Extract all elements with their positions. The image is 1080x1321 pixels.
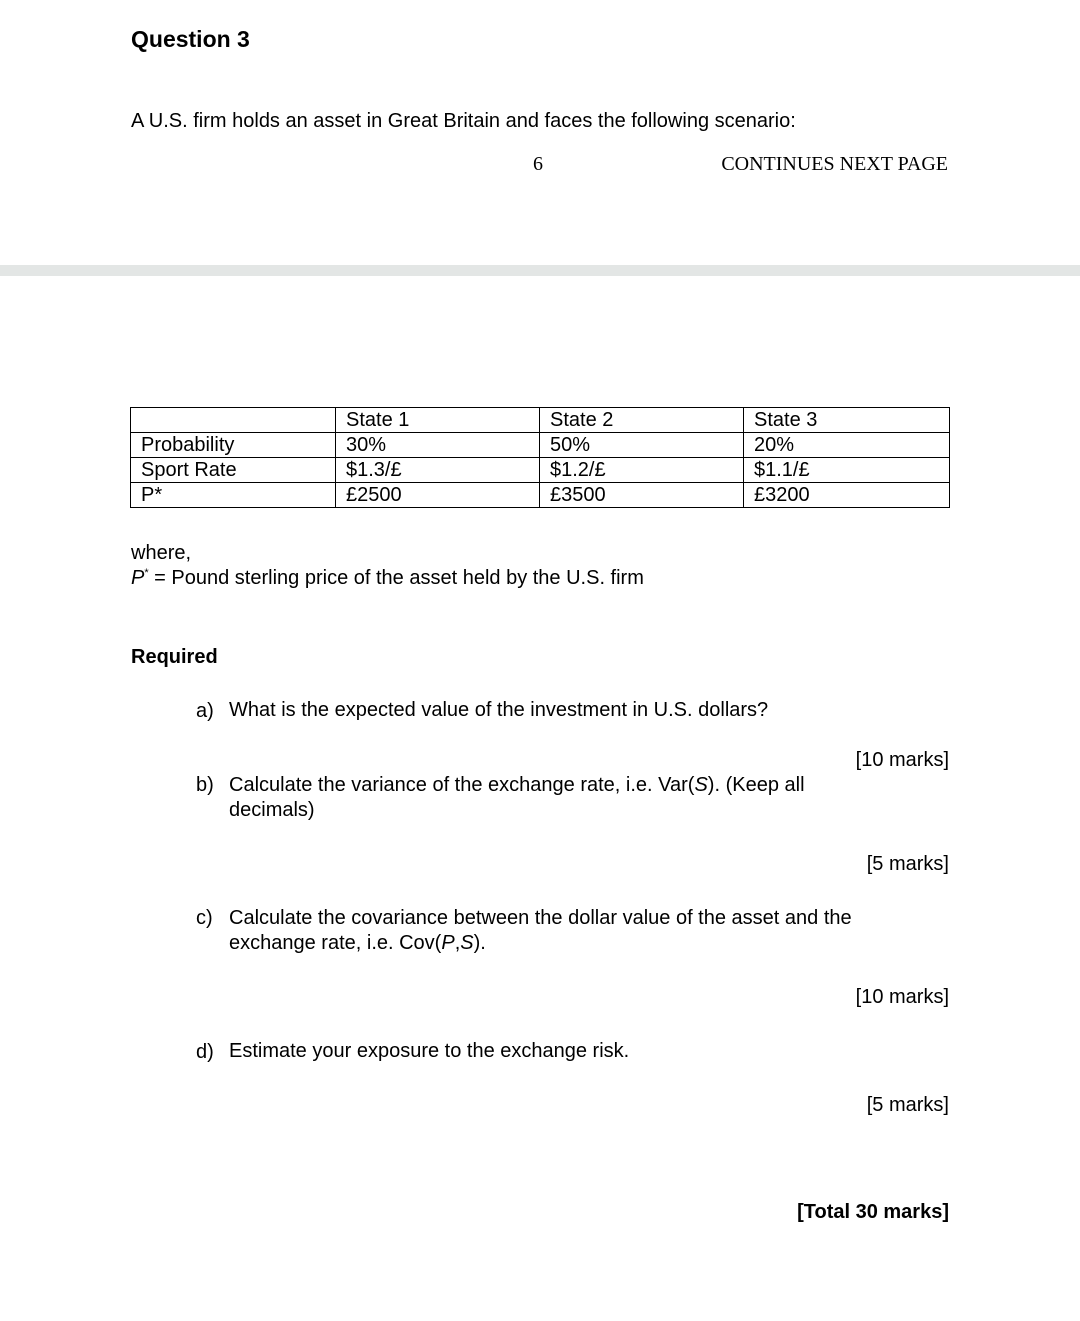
table-cell: £2500	[336, 483, 540, 508]
question-d-marks: [5 marks]	[866, 1094, 949, 1116]
question-c-line1: Calculate the covariance between the dollar value of the asset and the	[229, 907, 852, 929]
question-b-text-post: ). (Keep all	[707, 774, 805, 796]
question-b-line2: decimals)	[229, 799, 315, 821]
table-cell: $1.1/£	[744, 458, 950, 483]
question-d-label: d)	[196, 1041, 214, 1063]
intro-text: A U.S. firm holds an asset in Great Britain and faces the following scenario:	[131, 110, 796, 132]
table-cell: £3200	[744, 483, 950, 508]
variable-p: P	[441, 932, 455, 954]
table-header-row	[131, 408, 950, 433]
question-a-marks: [10 marks]	[855, 749, 949, 771]
table-cell: P*	[131, 483, 336, 508]
total-marks: [Total 30 marks]	[797, 1201, 949, 1223]
continues-next-page: CONTINUES NEXT PAGE	[721, 153, 948, 175]
question-b-label: b)	[196, 774, 214, 796]
table-cell: 20%	[744, 433, 950, 458]
table-cell: £3500	[540, 483, 744, 508]
table-cell: State 2	[540, 408, 744, 433]
table-cell: Probability	[131, 433, 336, 458]
question-b-text	[229, 773, 805, 823]
table-cell: $1.3/£	[336, 458, 540, 483]
question-a-text: What is the expected value of the investment in U.S. dollars?	[229, 699, 769, 721]
question-b-text-pre: Calculate the variance of the exchange rate, i.e. Var(	[229, 774, 695, 796]
page-number: 6	[533, 153, 543, 175]
table-row	[131, 433, 950, 458]
question-d-text: Estimate your exposure to the exchange risk.	[229, 1040, 630, 1062]
table-row	[131, 483, 950, 508]
variable-s: S	[460, 932, 474, 954]
question-b-marks: [5 marks]	[866, 853, 949, 875]
p-star-symbol: P	[131, 567, 145, 589]
question-b-line1	[229, 773, 805, 798]
table-cell: 30%	[336, 433, 540, 458]
question-title: Question 3	[131, 26, 250, 52]
required-heading: Required	[131, 646, 218, 668]
question-c-text-pre: exchange rate, i.e. Cov(	[229, 932, 442, 954]
question-c-label: c)	[196, 907, 213, 929]
question-c-line2	[229, 931, 852, 956]
scenario-table	[130, 407, 950, 508]
question-c-marks: [10 marks]	[855, 986, 949, 1008]
table-cell: $1.2/£	[540, 458, 744, 483]
table-cell: State 3	[744, 408, 950, 433]
table-cell: State 1	[336, 408, 540, 433]
question-a-label: a)	[196, 700, 214, 722]
definition-line	[131, 567, 644, 590]
variable-s: S	[694, 774, 708, 796]
question-c-text	[229, 906, 852, 956]
table-row	[131, 458, 950, 483]
table-cell: 50%	[540, 433, 744, 458]
table-cell: Sport Rate	[131, 458, 336, 483]
question-c-sep: ,	[454, 932, 461, 954]
page-divider	[0, 265, 1080, 276]
p-star-superscript: *	[144, 567, 149, 579]
where-label: where,	[131, 542, 192, 564]
question-c-text-post: ).	[473, 932, 486, 954]
definition-text: = Pound sterling price of the asset held by the U.S. firm	[148, 567, 644, 589]
table-cell	[131, 408, 336, 433]
